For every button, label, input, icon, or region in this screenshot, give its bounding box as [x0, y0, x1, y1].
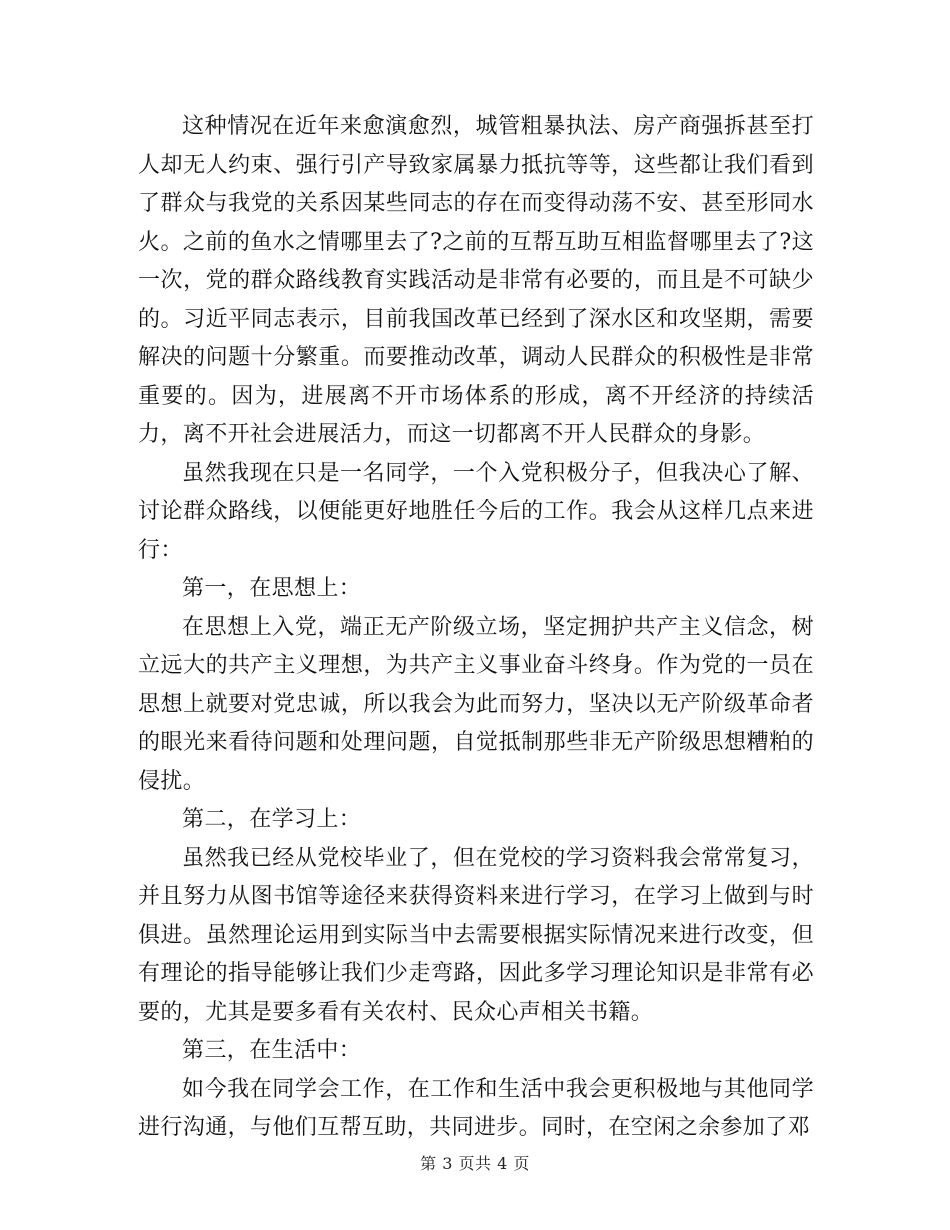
- section-heading: 第二，在学习上：: [182, 807, 362, 832]
- paragraph: 这种情况在近年来愈演愈烈，城管粗暴执法、房产商强拆甚至打人却无人约束、强行引产导致家属暴力抵抗等等，这些都让我们看到了群众与我党的关系因某些同志的存在而变得动荡不安、甚至形同水火。之前的鱼水之情哪里去了?之前的互帮互助互相监督哪里去了?这一次，党的群众路线教育实践活动是非常有必要的，而且是不可缺少的。习近平同志表示，目前我国改革已经到了深水区和攻坚期，需要解决的问题十分繁重。而要推动改革，调动人民群众的积极性是非常重要的。因为，进展离不开市场体系的形成，离不开经济的持续活力，离不开社会进展活力，而这一切都离不开人民群众的身影。: [138, 114, 814, 447]
- page-number-footer: 第 3 页共 4 页: [420, 1154, 530, 1173]
- paragraph: 虽然我已经从党校毕业了，但在党校的学习资料我会常常复习，并且努力从图书馆等途径来获得资料来进行学习，在学习上做到与时俱进。虽然理论运用到实际当中去需要根据实际情况来进行改变，但有理论的指导能够让我们少走弯路，因此多学习理论知识是非常有必要的，尤其是要多看有关农村、民众心声相关书籍。: [138, 845, 814, 1025]
- paragraph: 虽然我现在只是一名同学，一个入党积极分子，但我决心了解、讨论群众路线，以便能更好地胜任今后的工作。我会从这样几点来进行：: [138, 460, 814, 563]
- paragraph: 如今我在同学会工作，在工作和生活中我会更积极地与其他同学进行沟通，与他们互帮互助，共同进步。同时，在空闲之余参加了邓: [138, 1076, 814, 1140]
- section-heading: 第三，在生活中：: [182, 1038, 362, 1063]
- paragraph: 在思想上入党，端正无产阶级立场，坚定拥护共产主义信念，树立远大的共产主义理想，为共产主义事业奋斗终身。作为党的一员在思想上就要对党忠诚，所以我会为此而努力，坚决以无产阶级革命者的眼光来看待问题和处理问题，自觉抵制那些非无产阶级思想糟粕的侵扰。: [138, 614, 814, 794]
- document-body: [138, 108, 814, 1148]
- section-heading: 第一，在思想上：: [182, 576, 362, 601]
